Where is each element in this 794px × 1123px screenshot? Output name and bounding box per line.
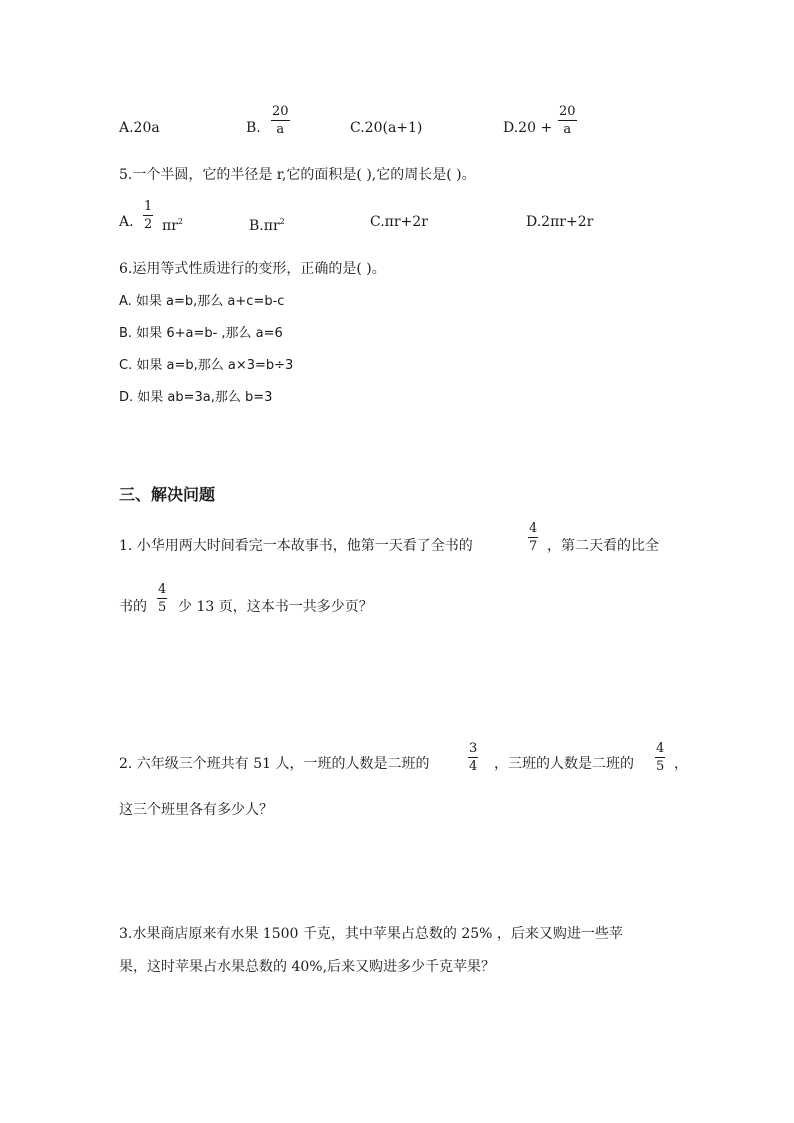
p2-line1-end: ， (674, 756, 688, 772)
fraction-numerator: 4 (529, 521, 538, 536)
q5-stem: 5.一个半圆，它的半径是 r,它的面积是( ),它的周长是( )。 (119, 167, 476, 183)
fraction-denominator: 4 (469, 759, 478, 774)
q5-option-b: $B.\pi r^2$ (249, 217, 285, 234)
q5-option-c: C.πr+2r (370, 214, 428, 230)
p2-line1-b: ，三班的人数是二班的 (494, 756, 634, 772)
q4-option-c: C.20(a+1) (350, 120, 423, 136)
fraction-numerator: 3 (469, 741, 478, 756)
q6-stem: 6.运用等式性质进行的变形，正确的是( )。 (119, 261, 386, 277)
q4-option-d-prefix: D.20 + (503, 120, 553, 136)
fraction-numerator: 20 (559, 104, 576, 119)
fraction-denominator: 2 (144, 217, 153, 232)
q6-option-b: B. 如果 6+a=b- ,那么 a=6 (119, 326, 283, 341)
p2-fraction-1 (468, 741, 478, 774)
p1-fraction-1 (528, 521, 538, 554)
fraction-denominator: a (276, 122, 285, 137)
superscript: 2 (279, 217, 285, 226)
fraction-denominator: a (563, 122, 572, 137)
q4-option-b-fraction (271, 104, 290, 137)
fraction-numerator: 4 (656, 741, 665, 756)
fraction-denominator: 5 (656, 759, 665, 774)
q5-option-a-prefix: A. (119, 214, 134, 230)
section-title: 三、解决问题 (119, 485, 216, 504)
p3-line1: 3.水果商店原来有水果 1500 千克，其中苹果占总数的 25% ，后来又购进一些苹 (119, 926, 623, 942)
fraction-numerator: 1 (144, 199, 153, 214)
p1-line1: 1. 小华用两大时间看完一本故事书，他第一天看了全书的 (119, 538, 473, 554)
q6-option-a: A. 如果 a=b,那么 a+c=b-c (119, 294, 285, 309)
q5-option-d: D.2πr+2r (526, 214, 594, 230)
p2-line2: 这三个班里各有多少人？ (119, 802, 273, 818)
p1-line1-end: ，第二天看的比全 (547, 538, 659, 554)
p2-fraction-2 (655, 741, 665, 774)
q5-option-a-fraction (143, 199, 153, 232)
q6-option-d: D. 如果 ab=3a,那么 b=3 (119, 390, 273, 405)
p3-line2: 果，这时苹果占水果总数的 40%,后来又购进多少千克苹果？ (119, 959, 496, 975)
fraction-numerator: 4 (158, 582, 167, 597)
p1-line2-end: 少 13 页，这本书一共多少页？ (178, 599, 373, 615)
p1-line2-start: 书的 (119, 599, 147, 615)
superscript: 2 (177, 217, 183, 226)
q4-option-a: A.20a (119, 120, 160, 136)
fraction-numerator: 20 (272, 104, 289, 119)
fraction-denominator: 7 (529, 539, 538, 554)
p1-fraction-2 (157, 582, 167, 615)
q4-option-d-fraction (558, 104, 577, 137)
q4-option-b-prefix: B. (246, 120, 261, 136)
q5-option-a-term: $\pi r^2$ (162, 217, 183, 234)
p2-line1-a: 2. 六年级三个班共有 51 人，一班的人数是二班的 (119, 756, 430, 772)
q6-option-c: C. 如果 a=b,那么 a×3=b÷3 (119, 358, 294, 373)
fraction-denominator: 5 (158, 600, 167, 615)
